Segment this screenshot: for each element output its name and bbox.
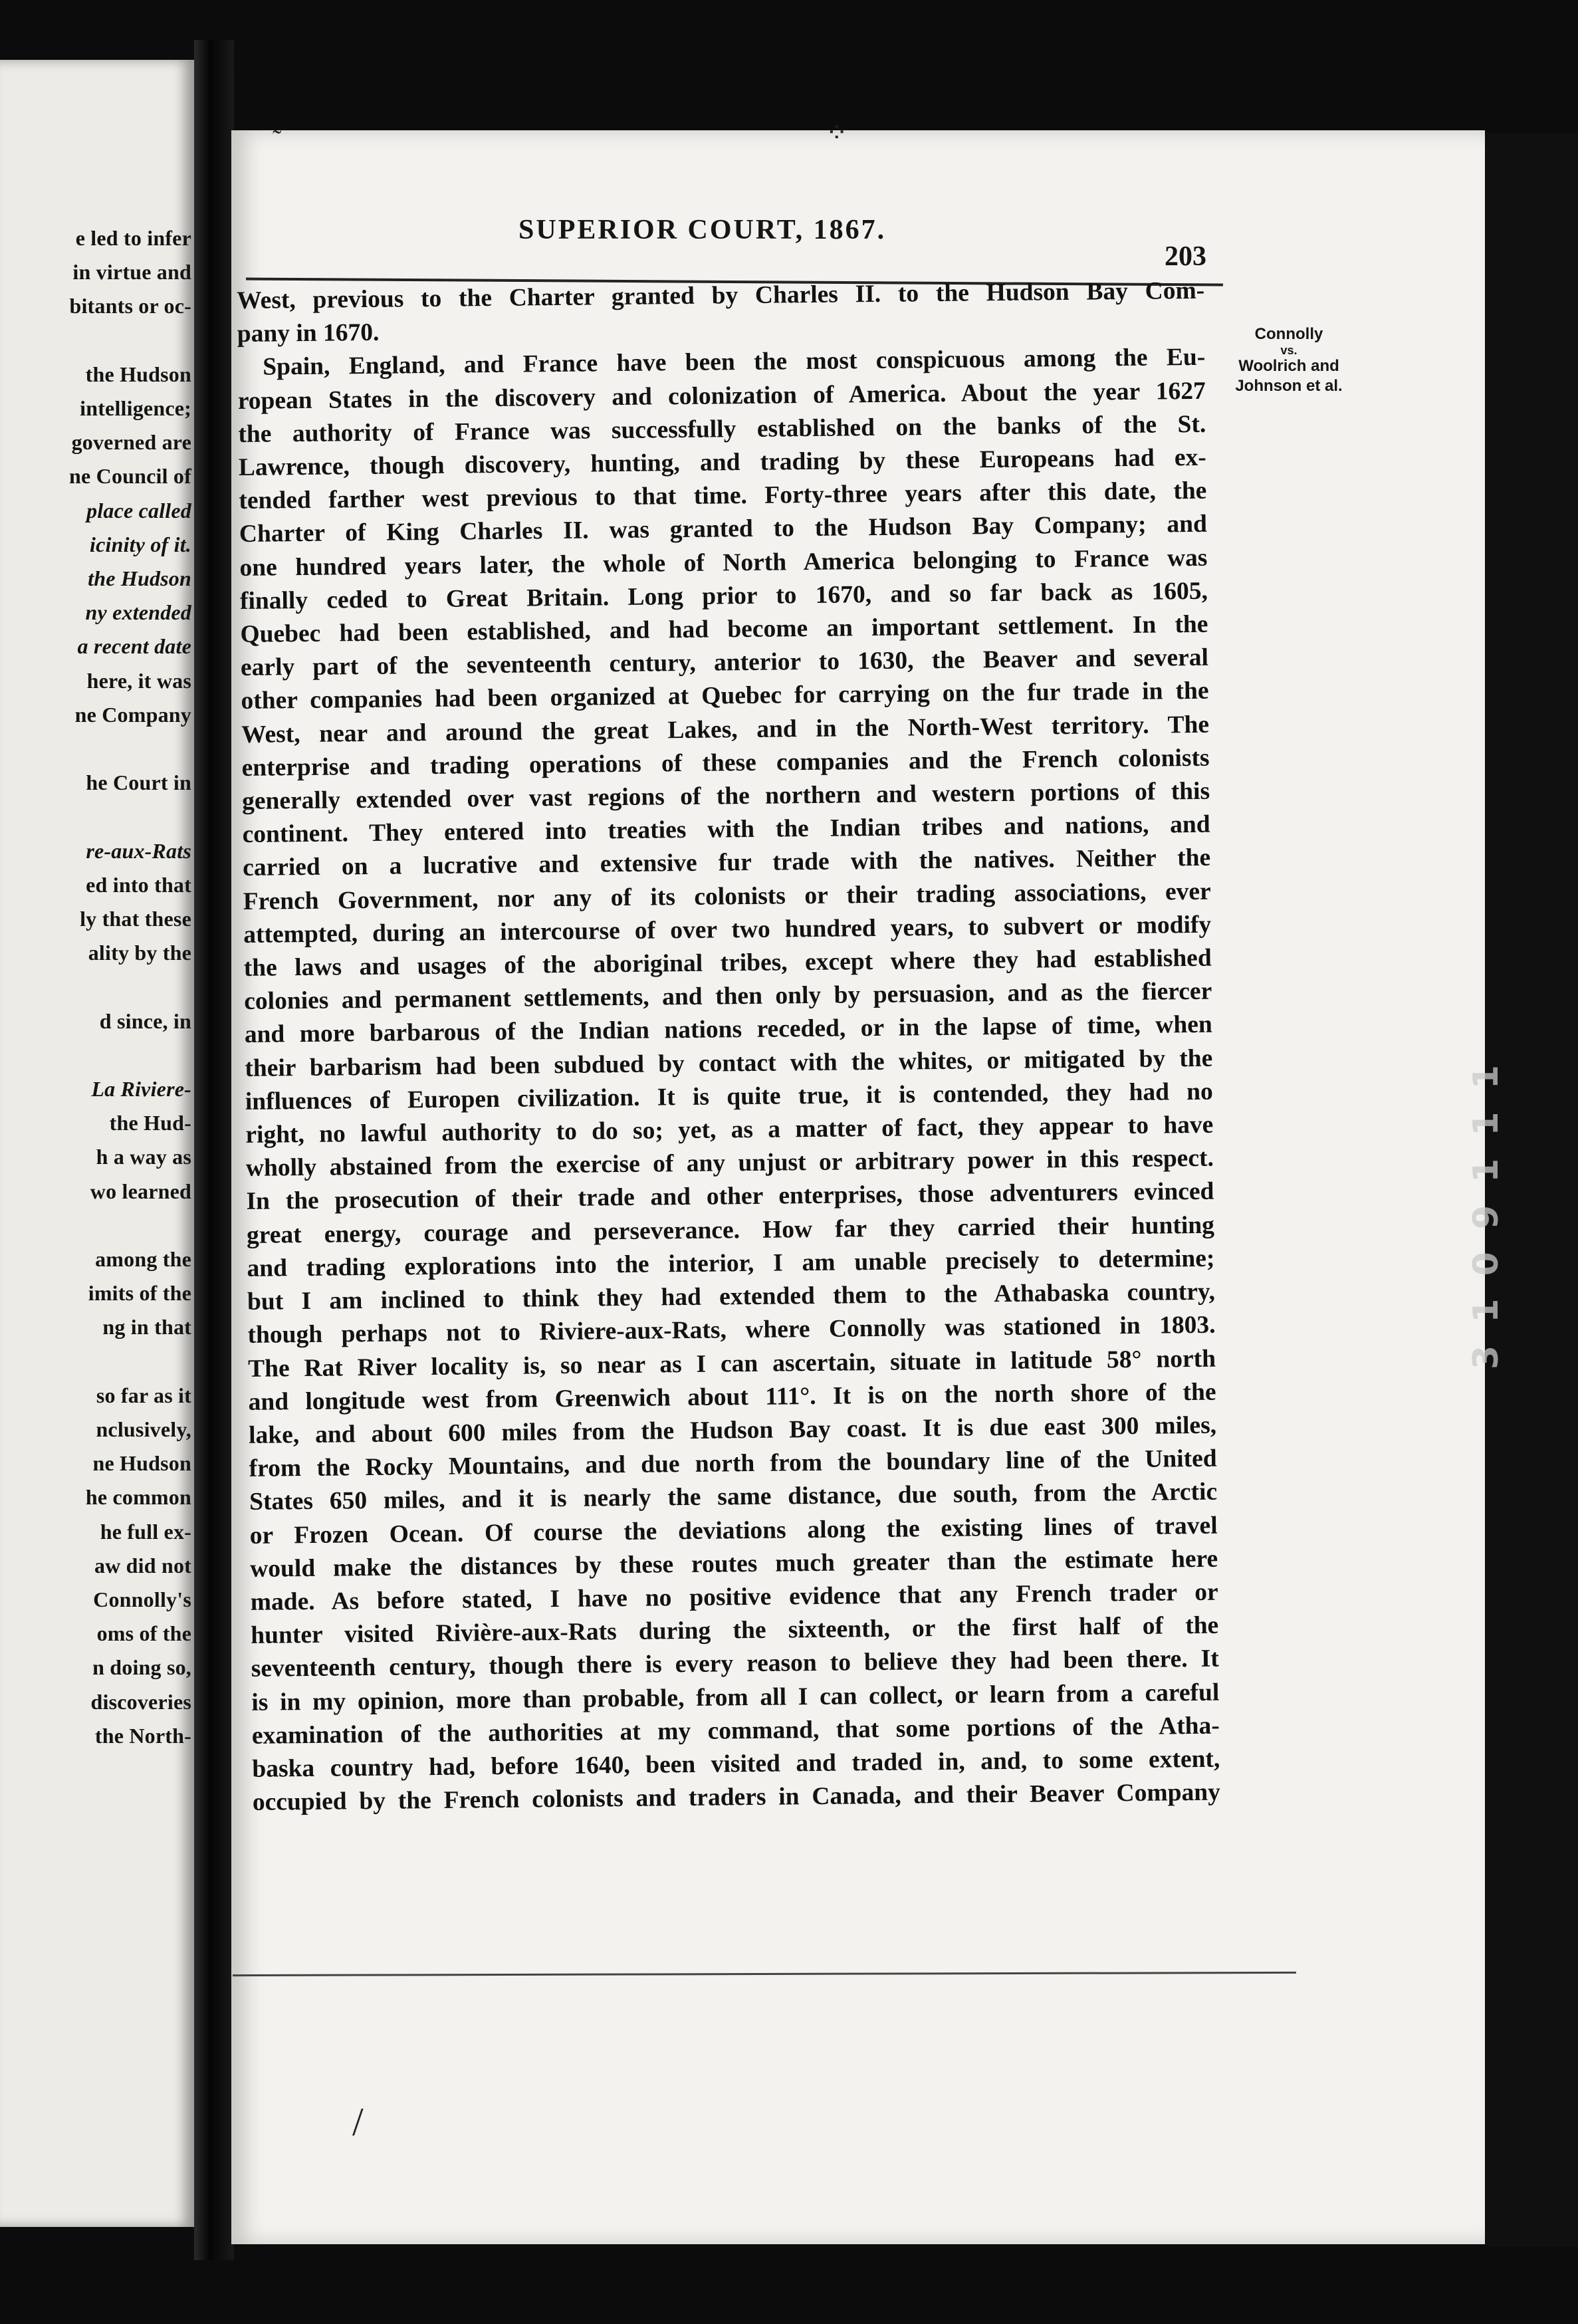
body-line: In the prosecution of their trade and other enterprises, those adventurers evinced bbox=[246, 1178, 1214, 1216]
sidenote-line: Woolrich and bbox=[1238, 357, 1339, 375]
body-line: other companies had been organized at Quebec for carrying on the fur trade in the bbox=[241, 677, 1209, 715]
facing-page-line: among the bbox=[95, 1247, 191, 1271]
body-line: wholly abstained from the exercise of any unjust or arbitrary power in this respect. bbox=[245, 1144, 1214, 1183]
body-line: West, previous to the Charter granted by Charles II. to the Hudson Bay Com- bbox=[237, 277, 1205, 314]
body-line: The Rat River locality is, so near as I can ascertain, situate in latitude 58° north bbox=[247, 1345, 1216, 1383]
facing-page-line: the Hudson bbox=[88, 566, 191, 590]
facing-page-line: discoveries bbox=[90, 1689, 191, 1714]
body-line: Spain, England, and France have been the most conspicuous among the Eu- bbox=[263, 344, 1206, 382]
body-line: one hundred years later, the whole of North America belonging to France was bbox=[239, 544, 1208, 582]
facing-page-line: ed into that bbox=[86, 872, 191, 897]
facing-page-line: aw did not bbox=[94, 1553, 191, 1577]
facing-page-line: place called bbox=[86, 498, 191, 523]
facing-page-line: he full ex- bbox=[100, 1519, 191, 1544]
body-line: from the Rocky Mountains, and due north from the boundary line of the United bbox=[249, 1445, 1217, 1483]
body-line: is in my opinion, more than probable, from all I can collect, or learn from a careful bbox=[251, 1679, 1220, 1716]
facing-page-line: oms of the bbox=[96, 1621, 191, 1646]
body-line: enterprise and trading operations of these companies and the French colonists bbox=[241, 744, 1210, 782]
sidenote-line: Johnson et al. bbox=[1235, 377, 1343, 395]
body-line: but I am inclined to think they had extended them to the Athabaska country, bbox=[247, 1278, 1216, 1316]
facing-page-line: ng in that bbox=[102, 1315, 191, 1339]
body-line: occupied by the French colonists and traders in Canada, and their Beaver Company bbox=[252, 1778, 1221, 1817]
facing-page-line: intelligence; bbox=[80, 396, 191, 420]
facing-page-line: ny extended bbox=[85, 600, 191, 625]
body-line: early part of the seventeenth century, anterior to 1630, the Beaver and several bbox=[240, 643, 1209, 682]
body-line: hunter visited Rivière-aux-Rats during the sixteenth, or the first half of the bbox=[251, 1611, 1219, 1650]
facing-page-line: nclusively, bbox=[96, 1417, 191, 1441]
body-line: carried on a lucrative and extensive fur trade with the natives. Neither the bbox=[242, 844, 1211, 882]
facing-page-line: imits of the bbox=[88, 1281, 191, 1306]
body-line: great energy, courage and perseverance. How far they carried their hunting bbox=[246, 1211, 1215, 1249]
facing-page-line: icinity of it. bbox=[89, 532, 191, 556]
body-line: ropean States in the discovery and colonization of America. About the year 1627 bbox=[237, 377, 1206, 415]
body-line: Charter of King Charles II. was granted to the Hudson Bay Company; and bbox=[239, 511, 1208, 548]
body-line: continent. They entered into treaties with the Indian tribes and nations, and bbox=[242, 810, 1210, 849]
scan-mark: ˜ bbox=[273, 124, 282, 154]
body-line: and longitude west from Greenwich about 111°. It is on the north shore of the bbox=[248, 1378, 1216, 1416]
body-line: though perhaps not to Riviere-aux-Rats, where Connolly was stationed in 1803. bbox=[247, 1311, 1216, 1349]
facing-page-line: La Riviere- bbox=[91, 1077, 191, 1101]
body-line: finally ceded to Great Britain. Long prior to 1670, and so far back as 1605, bbox=[239, 577, 1208, 615]
facing-page-line: so far as it bbox=[96, 1383, 191, 1407]
body-line: the authority of France was successfully established on the banks of the St. bbox=[238, 410, 1206, 448]
facing-page-line: ne Company bbox=[74, 702, 191, 727]
body-line: tended farther west previous to that time. Forty-three years after this date, the bbox=[239, 477, 1207, 515]
facing-page-line: a recent date bbox=[77, 634, 191, 659]
facing-page-line: d since, in bbox=[99, 1008, 191, 1033]
body-line: influences of Europen civilization. It is quite true, it is contended, they had no bbox=[245, 1078, 1214, 1115]
body-line: Quebec had been established, and had become an important settlement. In the bbox=[240, 610, 1208, 649]
scan-mark: / bbox=[352, 2100, 364, 2144]
body-line: West, near and around the great Lakes, and in the North-West territory. The bbox=[241, 711, 1210, 749]
facing-page-line: he common bbox=[85, 1485, 191, 1510]
body-line: right, no lawful authority to do so; yet, as a matter of fact, they appear to have bbox=[245, 1111, 1214, 1149]
body-line: lake, and about 600 miles from the Hudson Bay coast. It is due east 300 miles, bbox=[248, 1411, 1217, 1449]
body-line: and more barbarous of the Indian nations receded, or in the lapse of time, when bbox=[244, 1011, 1212, 1049]
running-head: SUPERIOR COURT, 1867. bbox=[518, 215, 887, 245]
body-line: French Government, nor any of its colonists or their trading associations, ever bbox=[243, 877, 1211, 915]
body-line: attempted, during an intercourse of over two hundred years, to subvert or modify bbox=[243, 911, 1212, 949]
body-line: pany in 1670. bbox=[237, 318, 380, 348]
facing-page-line: governed are bbox=[71, 430, 191, 455]
body-line: or Frozen Ocean. Of course the deviations along the existing lines of travel bbox=[249, 1512, 1218, 1550]
page-number: 203 bbox=[1165, 241, 1206, 272]
body-line: seventeenth century, though there is every reason to believe they had been there. It bbox=[251, 1645, 1219, 1683]
body-line: Lawrence, though discovery, hunting, and trading by these Europeans had ex- bbox=[238, 443, 1207, 481]
facing-page-line: the North- bbox=[94, 1723, 191, 1748]
facing-page-line: the Hud- bbox=[109, 1111, 191, 1135]
facing-page-line: ly that these bbox=[80, 907, 191, 931]
body-line: would make the distances by these routes much greater than the estimate here bbox=[250, 1545, 1218, 1583]
facing-page-line: re-aux-Rats bbox=[86, 838, 191, 863]
body-line: the laws and usages of the aboriginal tribes, except where they had established bbox=[243, 944, 1212, 983]
facing-page-line: ne Hudson bbox=[92, 1451, 191, 1476]
facing-page-line: he Court in bbox=[86, 770, 191, 795]
facing-page-line: the Hudson bbox=[85, 362, 191, 386]
edge-mark: 3 1 0 9 1 1 1 bbox=[1466, 1060, 1506, 1369]
body-line: and trading explorations into the interior, I am unable precisely to determine; bbox=[247, 1244, 1215, 1282]
facing-page-line: e led to infer bbox=[75, 226, 191, 250]
body-line: their barbarism had been subdued by contact with the whites, or mitigated by the bbox=[245, 1044, 1213, 1082]
body-line: made. As before stated, I have no positive evidence that any French trader or bbox=[250, 1578, 1218, 1616]
facing-page-line: here, it was bbox=[86, 668, 191, 693]
facing-page-line: n doing so, bbox=[92, 1655, 191, 1680]
sidenote-line: Connolly bbox=[1254, 325, 1323, 343]
book-gutter bbox=[194, 40, 234, 2260]
facing-page-line: ality by the bbox=[88, 941, 191, 965]
scan-mark: ⁘ bbox=[826, 118, 848, 148]
sidenote-line: vs. bbox=[1280, 344, 1297, 357]
case-sidenote bbox=[1212, 324, 1365, 396]
facing-page-line: Connolly's bbox=[93, 1587, 191, 1611]
body-line: States 650 miles, and it is nearly the same distance, due south, from the Arctic bbox=[249, 1478, 1218, 1516]
facing-page-line: in virtue and bbox=[72, 260, 191, 285]
facing-page bbox=[0, 60, 194, 2227]
facing-page-line: ne Council of bbox=[69, 464, 191, 489]
body-line: colonies and permanent settlements, and then only by persuasion, and as the fiercer bbox=[244, 977, 1212, 1016]
facing-page-line: bitants or oc- bbox=[69, 294, 191, 318]
body-text bbox=[237, 275, 1220, 1819]
body-line: examination of the authorities at my command, that some portions of the Atha- bbox=[251, 1712, 1220, 1750]
facing-page-line: wo learned bbox=[90, 1179, 191, 1203]
body-line: generally extended over vast regions of the northern and western portions of this bbox=[241, 777, 1210, 816]
body-line: baska country had, before 1640, been visited and traded in, and, to some extent, bbox=[252, 1745, 1220, 1783]
facing-page-line: h a way as bbox=[96, 1145, 191, 1169]
